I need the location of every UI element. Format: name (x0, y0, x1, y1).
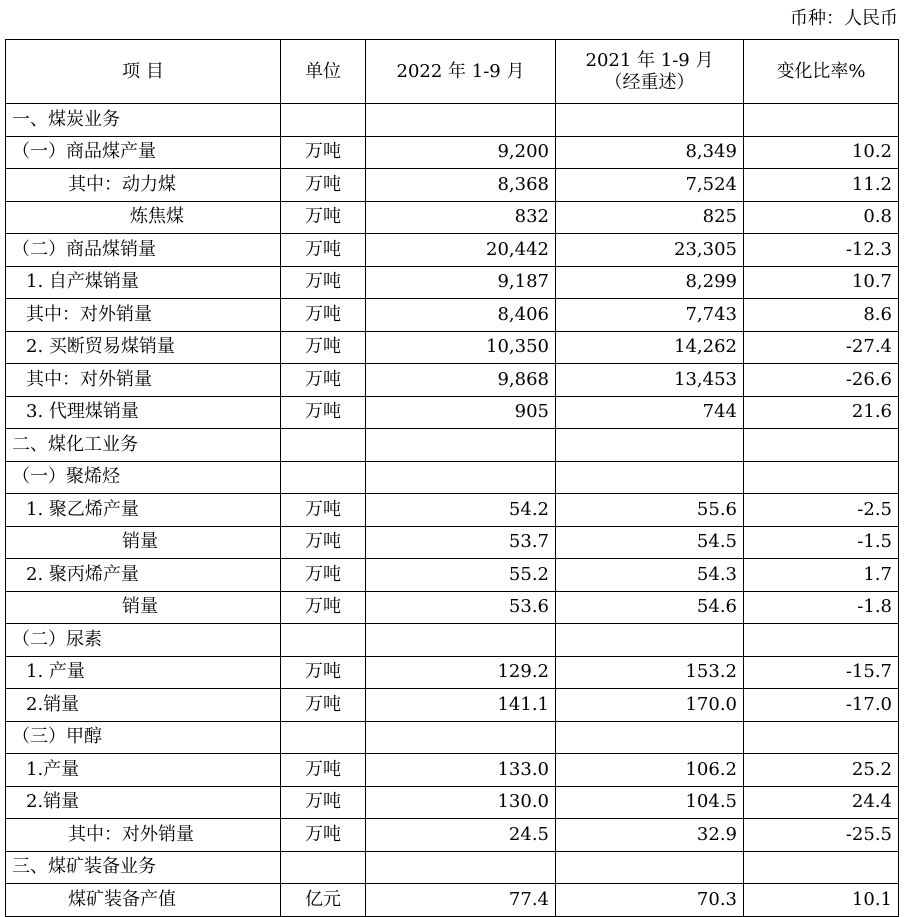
table-row (6, 234, 899, 267)
row-value-2021 (556, 104, 744, 137)
table-row (6, 396, 899, 429)
row-change-rate: 10.7 (744, 266, 899, 299)
row-value-2022: 130.0 (366, 786, 556, 819)
row-change-rate: 21.6 (744, 396, 899, 429)
row-value-2021: 8,299 (556, 266, 744, 299)
row-unit: 万吨 (281, 234, 366, 267)
table-row (6, 689, 899, 722)
row-value-2022: 77.4 (366, 884, 556, 917)
row-item-label: 一、煤炭业务 (6, 104, 281, 137)
row-item-label: 2.销量 (6, 786, 281, 819)
table-header-row (6, 40, 899, 104)
row-change-rate (744, 624, 899, 657)
row-change-rate (744, 429, 899, 462)
table-row (6, 494, 899, 527)
row-unit: 万吨 (281, 169, 366, 202)
row-item-label: （一）商品煤产量 (6, 136, 281, 169)
row-value-2022: 10,350 (366, 331, 556, 364)
row-value-2022 (366, 721, 556, 754)
row-value-2021: 32.9 (556, 819, 744, 852)
row-value-2022: 129.2 (366, 656, 556, 689)
row-change-rate (744, 461, 899, 494)
row-value-2021: 54.3 (556, 559, 744, 592)
row-value-2021 (556, 624, 744, 657)
row-change-rate: -1.8 (744, 591, 899, 624)
row-item-label: 1. 自产煤销量 (6, 266, 281, 299)
row-item-label: 2. 聚丙烯产量 (6, 559, 281, 592)
table-row (6, 104, 899, 137)
row-item-label: （一）聚烯烃 (6, 461, 281, 494)
row-unit: 万吨 (281, 754, 366, 787)
row-item-label: 炼焦煤 (6, 201, 281, 234)
table-row (6, 786, 899, 819)
row-value-2021: 104.5 (556, 786, 744, 819)
row-item-label: 其中：对外销量 (6, 364, 281, 397)
row-unit: 亿元 (281, 884, 366, 917)
row-change-rate (744, 104, 899, 137)
row-value-2021: 170.0 (556, 689, 744, 722)
row-change-rate: 11.2 (744, 169, 899, 202)
row-change-rate: 24.4 (744, 786, 899, 819)
row-change-rate: -26.6 (744, 364, 899, 397)
row-value-2021: 54.6 (556, 591, 744, 624)
row-change-rate: 25.2 (744, 754, 899, 787)
row-value-2021: 7,524 (556, 169, 744, 202)
row-value-2021: 7,743 (556, 299, 744, 332)
row-unit: 万吨 (281, 591, 366, 624)
row-item-label: 销量 (6, 526, 281, 559)
row-unit: 万吨 (281, 494, 366, 527)
row-unit: 万吨 (281, 819, 366, 852)
row-change-rate (744, 851, 899, 884)
table-row (6, 136, 899, 169)
row-unit: 万吨 (281, 689, 366, 722)
row-item-label: 1.产量 (6, 754, 281, 787)
row-unit: 万吨 (281, 299, 366, 332)
table-row (6, 754, 899, 787)
row-value-2022 (366, 851, 556, 884)
row-item-label: 1. 聚乙烯产量 (6, 494, 281, 527)
header-2022: 2022 年 1-9 月 (366, 40, 556, 104)
row-value-2022: 53.7 (366, 526, 556, 559)
row-unit: 万吨 (281, 656, 366, 689)
row-change-rate: 1.7 (744, 559, 899, 592)
row-item-label: （三）甲醇 (6, 721, 281, 754)
table-row (6, 526, 899, 559)
table-row (6, 851, 899, 884)
row-value-2021 (556, 461, 744, 494)
row-change-rate: -1.5 (744, 526, 899, 559)
table-row (6, 591, 899, 624)
row-unit: 万吨 (281, 559, 366, 592)
row-value-2022: 133.0 (366, 754, 556, 787)
table-row (6, 461, 899, 494)
table-row (6, 429, 899, 462)
row-item-label: （二）商品煤销量 (6, 234, 281, 267)
table-row (6, 169, 899, 202)
row-value-2022: 9,868 (366, 364, 556, 397)
row-value-2022: 9,200 (366, 136, 556, 169)
currency-note: 币种：人民币 (790, 8, 898, 29)
row-change-rate: -2.5 (744, 494, 899, 527)
row-change-rate: -27.4 (744, 331, 899, 364)
row-change-rate (744, 721, 899, 754)
row-change-rate: -17.0 (744, 689, 899, 722)
table-row (6, 884, 899, 917)
row-change-rate: 0.8 (744, 201, 899, 234)
row-value-2021: 825 (556, 201, 744, 234)
row-value-2021: 106.2 (556, 754, 744, 787)
row-change-rate: -25.5 (744, 819, 899, 852)
header-2021: 2021 年 1-9 月 （经重述） (556, 40, 744, 104)
row-item-label: 二、煤化工业务 (6, 429, 281, 462)
row-unit: 万吨 (281, 331, 366, 364)
header-unit: 单位 (281, 40, 366, 104)
row-change-rate: 10.2 (744, 136, 899, 169)
row-item-label: 其中：对外销量 (6, 299, 281, 332)
table-row (6, 331, 899, 364)
row-value-2022 (366, 104, 556, 137)
table-row (6, 299, 899, 332)
row-unit: 万吨 (281, 396, 366, 429)
row-unit (281, 851, 366, 884)
table-row (6, 656, 899, 689)
row-value-2022: 141.1 (366, 689, 556, 722)
row-item-label: 1. 产量 (6, 656, 281, 689)
row-item-label: 销量 (6, 591, 281, 624)
row-value-2022: 8,368 (366, 169, 556, 202)
row-value-2022 (366, 461, 556, 494)
row-value-2021: 8,349 (556, 136, 744, 169)
row-item-label: 煤矿装备产值 (6, 884, 281, 917)
row-value-2021: 23,305 (556, 234, 744, 267)
row-value-2022: 24.5 (366, 819, 556, 852)
row-value-2021: 13,453 (556, 364, 744, 397)
row-unit: 万吨 (281, 526, 366, 559)
row-item-label: 3. 代理煤销量 (6, 396, 281, 429)
operating-data-table (5, 39, 899, 917)
header-change: 变化比率% (744, 40, 899, 104)
table-row (6, 364, 899, 397)
row-unit (281, 721, 366, 754)
row-unit: 万吨 (281, 786, 366, 819)
row-value-2021: 14,262 (556, 331, 744, 364)
row-change-rate: 8.6 (744, 299, 899, 332)
row-value-2022: 8,406 (366, 299, 556, 332)
row-unit: 万吨 (281, 201, 366, 234)
row-change-rate: -15.7 (744, 656, 899, 689)
table-row (6, 201, 899, 234)
row-value-2021: 744 (556, 396, 744, 429)
row-value-2021 (556, 721, 744, 754)
row-value-2022 (366, 429, 556, 462)
row-item-label: 其中：对外销量 (6, 819, 281, 852)
row-value-2022: 54.2 (366, 494, 556, 527)
row-value-2021: 153.2 (556, 656, 744, 689)
table-row (6, 624, 899, 657)
row-value-2022: 832 (366, 201, 556, 234)
row-value-2022: 9,187 (366, 266, 556, 299)
table-row (6, 721, 899, 754)
row-unit: 万吨 (281, 266, 366, 299)
row-value-2022 (366, 624, 556, 657)
row-value-2021 (556, 429, 744, 462)
row-unit (281, 461, 366, 494)
row-unit: 万吨 (281, 364, 366, 397)
row-change-rate: 10.1 (744, 884, 899, 917)
row-unit: 万吨 (281, 136, 366, 169)
row-unit (281, 624, 366, 657)
table-row (6, 266, 899, 299)
row-change-rate: -12.3 (744, 234, 899, 267)
row-value-2021: 55.6 (556, 494, 744, 527)
row-item-label: 2. 买断贸易煤销量 (6, 331, 281, 364)
row-unit (281, 104, 366, 137)
table-row (6, 819, 899, 852)
row-value-2021: 54.5 (556, 526, 744, 559)
row-unit (281, 429, 366, 462)
row-item-label: 2.销量 (6, 689, 281, 722)
row-value-2021 (556, 851, 744, 884)
header-item: 项 目 (6, 40, 281, 104)
row-value-2022: 53.6 (366, 591, 556, 624)
row-value-2021: 70.3 (556, 884, 744, 917)
row-item-label: 三、煤矿装备业务 (6, 851, 281, 884)
row-item-label: （二）尿素 (6, 624, 281, 657)
row-value-2022: 55.2 (366, 559, 556, 592)
row-value-2022: 20,442 (366, 234, 556, 267)
table-row (6, 559, 899, 592)
row-value-2022: 905 (366, 396, 556, 429)
row-item-label: 其中：动力煤 (6, 169, 281, 202)
